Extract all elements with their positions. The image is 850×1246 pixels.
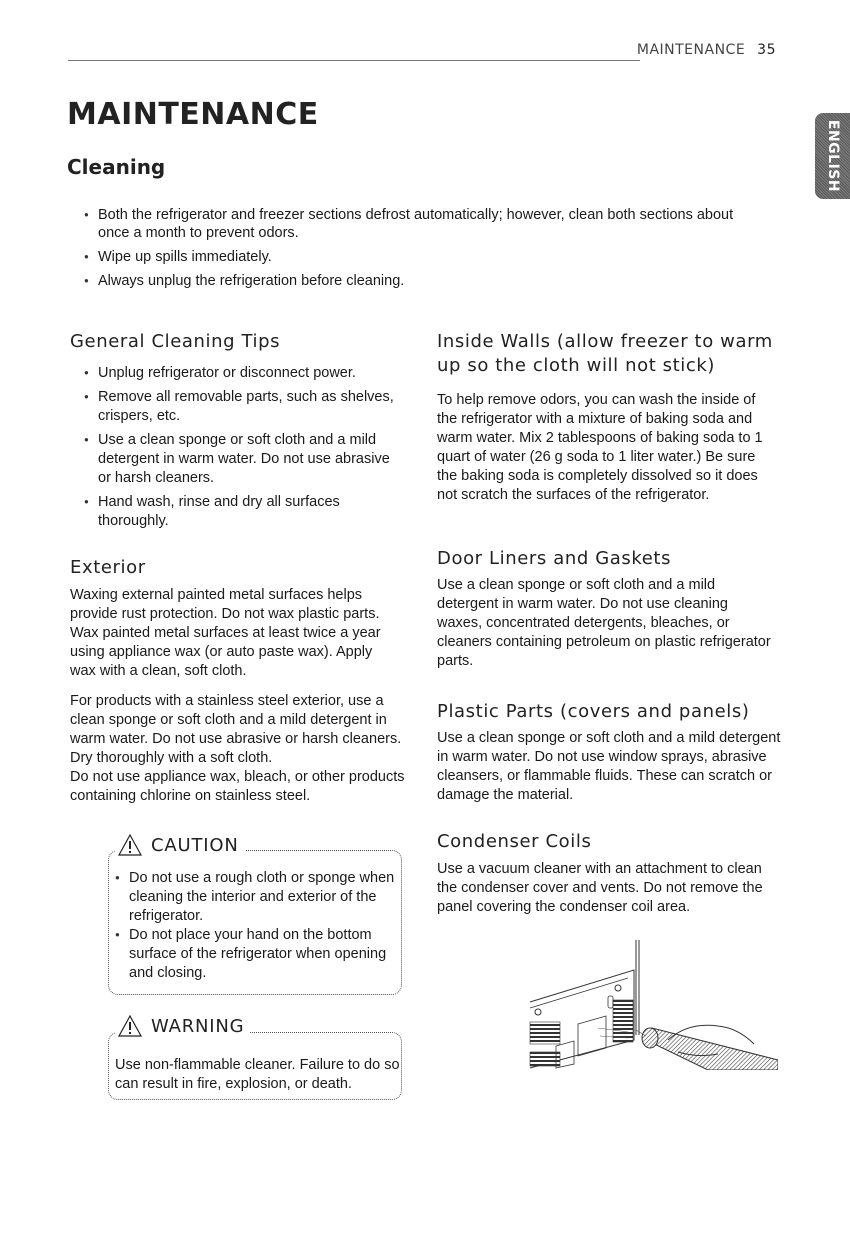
warning-box <box>108 1015 402 1100</box>
tip-item: ● Hand wash, rinse and dry all surfaces thoroughly. <box>84 493 404 531</box>
vacuum-cleaning-condenser-illustration <box>528 940 778 1070</box>
running-header <box>0 42 776 58</box>
intro-item: ● Both the refrigerator and freezer sections defrost automatically; however, clean both sections about once a month to prevent odors. <box>84 206 734 242</box>
header-rule <box>68 60 640 61</box>
intro-item: ● Wipe up spills immediately. <box>84 248 734 266</box>
caution-item: ● Do not place your hand on the bottom surface of the refrigerator when opening and closing. <box>115 926 399 983</box>
intro-list <box>84 206 734 296</box>
page-title: MAINTENANCE <box>67 97 319 132</box>
caution-item: ● Do not use a rough cloth or sponge when cleaning the interior and exterior of the refrigerator. <box>115 869 399 926</box>
door-liners-text: Use a clean sponge or soft cloth and a mild detergent in warm water. Do not use cleaning waxes, concentrated detergents, bleaches, or cleaners containing petroleum on plastic refrigerator parts. <box>437 577 771 669</box>
caution-box <box>108 834 402 995</box>
warning-label-text: WARNING <box>151 1015 245 1037</box>
inside-walls-text: To help remove odors, you can wash the inside of the refrigerator with a mixture of baking soda and warm water. Mix 2 tablespoons of baking soda to 1 quart of water (26 g soda to 1 liter water.) Be sure the baking soda is completely dissolved so it does not scratch the surfaces of the refrigerator. <box>437 392 763 503</box>
general-cleaning-tips-list <box>84 364 404 536</box>
language-tab <box>815 113 850 199</box>
warning-triangle-icon <box>117 1014 143 1038</box>
plastic-parts-text: Use a clean sponge or soft cloth and a mild detergent in warm water. Do not use window sprays, abrasive cleansers, or flammable fluids. These can scratch or damage the material. <box>437 730 781 803</box>
caution-label <box>115 833 245 857</box>
exterior-paragraph: Do not use appliance wax, bleach, or other products containing chlorine on stainless steel. <box>70 769 405 804</box>
door-liners-heading: Door Liners and Gaskets <box>437 548 672 569</box>
running-header-section: MAINTENANCE <box>636 42 746 58</box>
condenser-coils-heading: Condenser Coils <box>437 831 592 852</box>
section-subtitle: Cleaning <box>67 155 166 179</box>
tip-item: ● Remove all removable parts, such as shelves, crispers, etc. <box>84 388 404 426</box>
caution-label-text: CAUTION <box>151 834 239 856</box>
exterior-paragraph: Waxing external painted metal surfaces helps provide rust protection. Do not wax plastic parts. Wax painted metal surfaces at least twice a year using appliance wax (or auto paste wax). Apply wax with a clean, soft cloth. <box>70 587 381 679</box>
language-tab-label: ENGLISH <box>824 119 841 193</box>
intro-item: ● Always unplug the refrigeration before cleaning. <box>84 272 734 290</box>
exterior-paragraph: For products with a stainless steel exterior, use a clean sponge or soft cloth and a mild detergent in warm water. Do not use abrasive or harsh cleaners. Dry thoroughly with a soft cloth. <box>70 693 402 766</box>
inside-walls-heading: Inside Walls (allow freezer to warm up so the cloth will not stick) <box>437 331 773 376</box>
condenser-coils-text: Use a vacuum cleaner with an attachment to clean the condenser cover and vents. Do not remove the panel covering the condenser coil area. <box>437 861 763 915</box>
caution-list <box>115 869 399 983</box>
general-cleaning-tips-heading: General Cleaning Tips <box>70 331 281 352</box>
tip-item: ● Use a clean sponge or soft cloth and a mild detergent in warm water. Do not use abrasive or harsh cleaners. <box>84 431 404 488</box>
plastic-parts-heading: Plastic Parts (covers and panels) <box>437 701 750 722</box>
warning-text: Use non-flammable cleaner. Failure to do so can result in fire, explosion, or death. <box>115 1057 400 1092</box>
warning-label <box>115 1014 250 1038</box>
page-number: 35 <box>757 42 776 58</box>
exterior-stainless-text <box>70 692 410 806</box>
tip-item: ● Unplug refrigerator or disconnect power. <box>84 364 404 383</box>
exterior-heading: Exterior <box>70 557 146 578</box>
warning-triangle-icon <box>117 833 143 857</box>
